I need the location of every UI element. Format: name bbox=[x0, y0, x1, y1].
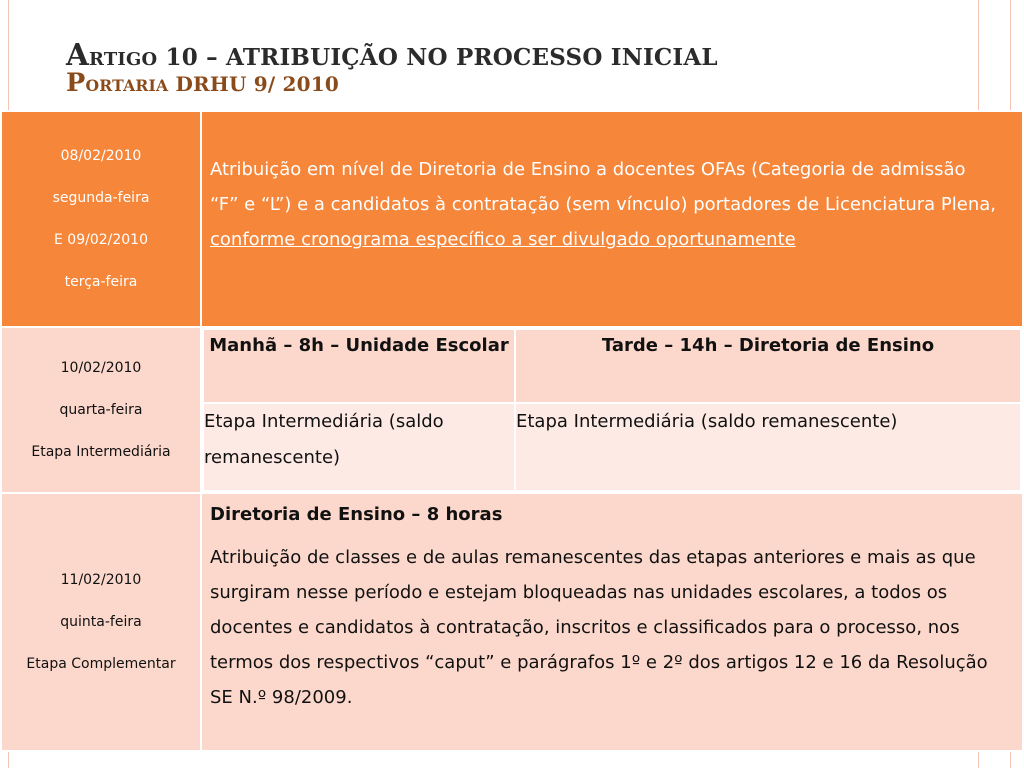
morning-header: Manhã – 8h – Unidade Escolar bbox=[203, 329, 515, 403]
description-cell-3 bbox=[201, 493, 1023, 751]
weekday-line: quarta-feira bbox=[59, 402, 143, 418]
morning-body: Etapa Intermediária (saldo remanescente) bbox=[203, 403, 515, 491]
schedule-link-text: conforme cronograma específico a ser divulgado oportunamente bbox=[210, 229, 796, 250]
title-line-2-initial: P bbox=[66, 68, 86, 99]
description-cell-1 bbox=[201, 111, 1023, 327]
date-cell-3 bbox=[1, 493, 201, 751]
date-cell-1 bbox=[1, 111, 201, 327]
weekday-line: terça-feira bbox=[64, 274, 138, 290]
table-row-1 bbox=[1, 111, 1023, 327]
weekday-line: quinta-feira bbox=[60, 614, 142, 630]
date-line: E 09/02/2010 bbox=[54, 232, 148, 248]
shift-body-row bbox=[203, 403, 1021, 491]
description-text: Atribuição em nível de Diretoria de Ensino a docentes OFAs (Categoria de admissão “F” e “L”) e a candidatos à contratação (sem vínculo) portadores de Licenciatura Plena, bbox=[210, 159, 997, 215]
title-line-2 bbox=[66, 68, 718, 99]
stage-line: Etapa Intermediária bbox=[31, 444, 171, 460]
title-line-2-rest: DRHU 9/ 2010 bbox=[168, 72, 340, 97]
schedule-table bbox=[0, 110, 1024, 752]
shift-cell bbox=[201, 327, 1023, 493]
date-line: 11/02/2010 bbox=[60, 572, 142, 588]
afternoon-body: Etapa Intermediária (saldo remanescente) bbox=[515, 403, 1021, 491]
title-line-2-smallcaps: ORTARIA bbox=[85, 76, 169, 96]
title-line-1-initial: A bbox=[66, 37, 90, 72]
section-heading: Diretoria de Ensino – 8 horas bbox=[210, 504, 503, 525]
date-cell-2 bbox=[1, 327, 201, 493]
slide-title bbox=[66, 37, 718, 99]
shift-table bbox=[202, 328, 1022, 492]
stage-line: Etapa Complementar bbox=[26, 656, 176, 672]
weekday-line: segunda-feira bbox=[52, 190, 150, 206]
title-line-1-smallcaps: RTIGO bbox=[89, 49, 158, 70]
shift-header-row bbox=[203, 329, 1021, 403]
afternoon-header: Tarde – 14h – Diretoria de Ensino bbox=[515, 329, 1021, 403]
date-line: 08/02/2010 bbox=[60, 148, 142, 164]
table-row-3 bbox=[1, 493, 1023, 751]
table-row-2 bbox=[1, 327, 1023, 493]
title-line-1-rest: 10 – ATRIBUIÇÃO NO PROCESSO INICIAL bbox=[157, 44, 718, 71]
date-line: 10/02/2010 bbox=[60, 360, 142, 376]
section-paragraph: Atribuição de classes e de aulas remanescentes das etapas anteriores e mais as que surgiram nesse período e estejam bloqueadas nas unidades escolares, a todos os docentes e candidatos à contratação, inscritos e classificados para o processo, nos termos dos respectivos “caput” e parágrafos 1º e 2º dos artigos 12 e 16 da Resolução SE N.º 98/2009. bbox=[210, 547, 988, 708]
title-line-1 bbox=[66, 37, 718, 72]
